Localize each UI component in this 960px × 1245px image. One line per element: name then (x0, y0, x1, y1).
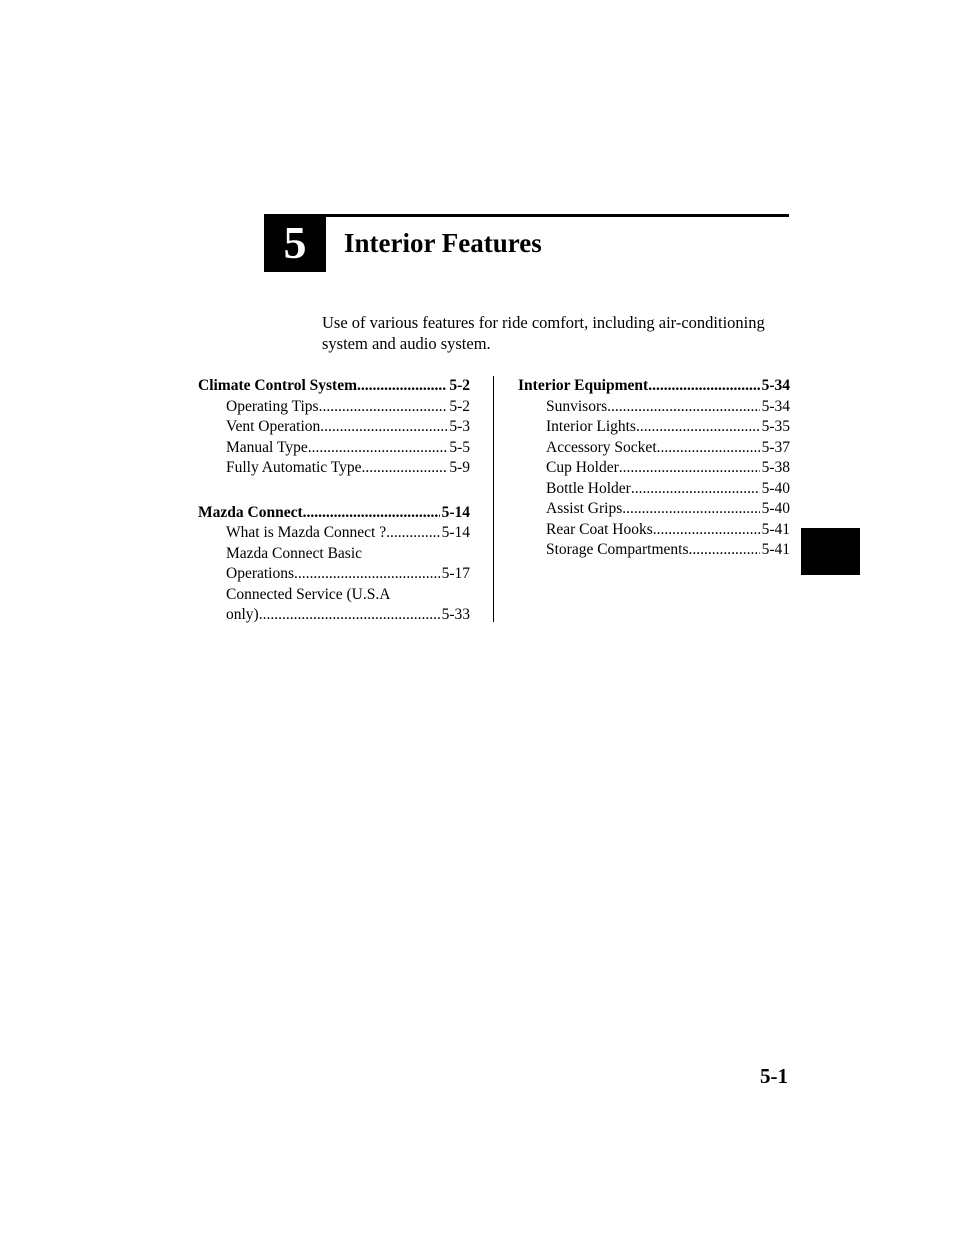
chapter-number: 5 (264, 214, 326, 272)
toc-heading-page: 5-34 (761, 377, 790, 394)
toc-entry-label: Operations (226, 565, 295, 582)
toc-entry-page: 5-14 (441, 524, 470, 541)
toc-entry-label: What is Mazda Connect ? (226, 524, 387, 541)
toc-entry-label: Accessory Socket (546, 438, 657, 456)
toc-entry-page: 5-5 (449, 438, 470, 456)
toc-heading-interior-equipment[interactable] (518, 376, 790, 397)
toc-heading-page: 5-14 (441, 503, 470, 521)
toc-entry[interactable] (518, 438, 790, 459)
toc-entry-label: Assist Grips (546, 500, 623, 517)
toc-entry[interactable] (518, 397, 790, 418)
toc-entry-page: 5-40 (761, 479, 790, 497)
toc-section-mazda-connect (198, 503, 470, 626)
toc-entry-page: 5-41 (761, 541, 790, 558)
toc-entry[interactable] (198, 438, 470, 459)
page-number: 5-1 (760, 1064, 788, 1088)
toc-entry[interactable] (518, 499, 790, 520)
toc-entry-label-line1[interactable]: Mazda Connect Basic (226, 544, 363, 562)
toc-entry-label: Cup Holder (546, 459, 619, 476)
toc-entry-page: 5-37 (761, 438, 790, 456)
toc-entry-label: Interior Lights (546, 418, 636, 435)
column-divider (493, 376, 494, 622)
toc-entry-page: 5-3 (449, 418, 470, 435)
toc-entry[interactable] (198, 417, 470, 438)
chapter-title: Interior Features (344, 228, 542, 258)
toc-left-column (198, 376, 470, 638)
toc-heading-mazda-connect[interactable] (198, 503, 470, 524)
toc-entry-label: Fully Automatic Type (226, 459, 362, 476)
toc-entry-page: 5-38 (761, 459, 790, 476)
toc-entry-label: Operating Tips (226, 397, 319, 415)
chapter-intro: Use of various features for ride comfort, including air-conditioning system and audio system. (322, 313, 765, 353)
toc-entry-label: Storage Compartments (546, 541, 689, 558)
toc-entry-page: 5-2 (449, 397, 470, 415)
toc-entry-label: only) (226, 606, 259, 623)
toc-heading-page: 5-2 (449, 377, 470, 394)
toc-entry[interactable] (518, 417, 790, 438)
toc-entry-page: 5-41 (761, 520, 790, 538)
toc-entry-label: Vent Operation (226, 418, 321, 435)
toc-heading-label: Interior Equipment (518, 377, 649, 394)
toc-entry-page: 5-34 (761, 397, 790, 415)
toc-entry[interactable] (518, 458, 790, 479)
toc-entry-page: 5-9 (449, 459, 470, 476)
chapter-header (264, 214, 789, 272)
toc-entry[interactable] (198, 458, 470, 479)
toc-heading-label: Climate Control System (198, 377, 357, 394)
toc-section-climate (198, 376, 470, 479)
toc-entry-label: Bottle Holder (546, 479, 631, 497)
toc-entry[interactable] (198, 523, 470, 544)
toc-entry[interactable] (198, 397, 470, 418)
toc-entry-page: 5-33 (441, 606, 470, 623)
toc-entry-page: 5-40 (761, 500, 790, 517)
toc-entry-label: Manual Type (226, 438, 308, 456)
toc-entry[interactable] (518, 520, 790, 541)
toc-entry-page: 5-17 (441, 565, 470, 582)
toc-entry-page: 5-35 (761, 418, 790, 435)
toc-entry[interactable] (518, 540, 790, 561)
toc-entry[interactable] (198, 605, 470, 626)
chapter-side-tab (801, 528, 860, 575)
toc-entry-label: Sunvisors (546, 397, 608, 415)
toc-heading-climate[interactable] (198, 376, 470, 397)
toc-heading-label: Mazda Connect (198, 503, 303, 521)
toc-entry[interactable] (198, 564, 470, 585)
chapter-rule (264, 214, 789, 217)
toc-section-interior-equipment (518, 376, 790, 561)
toc-entry-label-line1[interactable]: Connected Service (U.S.A (226, 585, 391, 603)
toc-entry[interactable] (518, 479, 790, 500)
toc-right-column (518, 376, 790, 573)
toc-entry-label: Rear Coat Hooks (546, 520, 653, 538)
